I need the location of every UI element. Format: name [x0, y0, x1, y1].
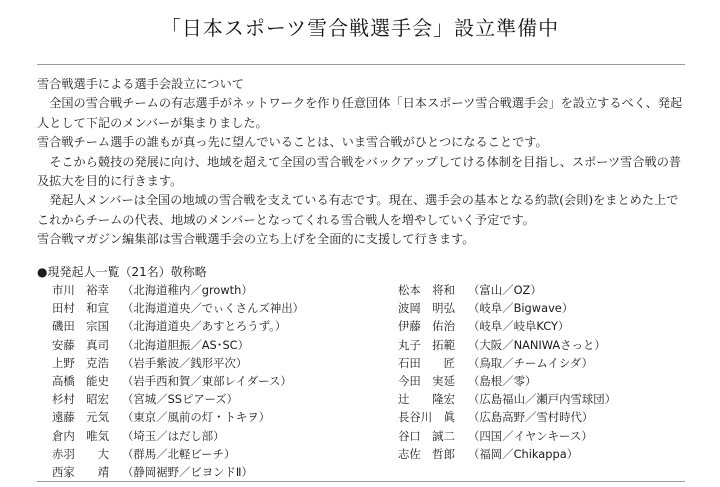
- member-name: 赤羽 大: [52, 446, 109, 461]
- member-affiliation: （大阪／NANIWAさっと）: [468, 337, 606, 352]
- members-heading: ●現発起人一覧（21名）敬称略: [37, 265, 207, 279]
- member-name: 今田 実延: [398, 373, 455, 388]
- member-affiliation: （岐阜／Bigwave）: [468, 301, 574, 316]
- article-paragraph: 発起人メンバーは全国の地域の雪合戦を支えている有志です。現在、選手会の基本となる約款(会則)をまとめた上でこれからチームの代表、地域のメンバーとなってくれる雪合戦人を増やしていく予定です。: [37, 193, 679, 227]
- member-row: [52, 336, 304, 354]
- member-affiliation: （岩手紫波／銭形平次）: [122, 355, 248, 370]
- article-heading: 雪合戦選手による選手会設立について: [37, 77, 244, 91]
- member-name: 安藤 真司: [52, 337, 109, 352]
- article-paragraph: 雪合戦マガジン編集部は雪合戦選手会の立ち上げを全面的に支援して行きます。: [37, 232, 475, 247]
- member-name: 松本 将和: [398, 283, 455, 297]
- member-affiliation: （北海道胆振／AS･SC）: [122, 337, 250, 352]
- member-affiliation: （北海道道央／あすとろうず。）: [122, 319, 287, 334]
- divider-bottom: [37, 481, 685, 482]
- member-row: [398, 408, 616, 426]
- member-name: 長谷川 眞: [398, 410, 455, 425]
- member-name: 倉内 唯気: [52, 428, 109, 443]
- member-row: [398, 336, 616, 354]
- members-list-right: [398, 281, 616, 463]
- member-affiliation: （福岡／Chikappa）: [468, 446, 579, 461]
- member-name: 遠藤 元気: [52, 410, 109, 425]
- member-affiliation: （北海道道央／でぃくさんズ神出）: [122, 301, 305, 316]
- member-affiliation: （北海道稚内／growth）: [122, 283, 253, 297]
- member-affiliation: （鳥取／チームイシダ）: [468, 355, 593, 370]
- member-name: 磯田 宗国: [52, 319, 109, 334]
- member-row: [398, 445, 616, 463]
- member-row: [398, 390, 616, 408]
- member-affiliation: （埼玉／はだし部）: [122, 428, 225, 443]
- member-affiliation: （広島高野／雪村時代）: [468, 410, 594, 425]
- member-name: 田村 和宣: [52, 301, 109, 316]
- divider-top: [37, 64, 685, 65]
- member-affiliation: （四国／イヤンキース）: [468, 428, 593, 443]
- article-body: [37, 75, 687, 250]
- member-row: [52, 427, 304, 445]
- member-affiliation: （静岡裾野／ビヨンドⅡ）: [122, 464, 253, 479]
- member-row: [52, 317, 304, 335]
- page-title: 「日本スポーツ雪合戦選手会」設立準備中: [160, 16, 560, 40]
- member-row: [398, 299, 616, 317]
- article-paragraph: そこから競技の発展に向け、地域を超えて全国の雪合戦をバックアップしてける体制を目指し、スポーツ雪合戦の普及拡大を目的に行きます。: [37, 154, 682, 189]
- member-row: [52, 445, 304, 463]
- member-name: 波岡 明弘: [398, 301, 455, 316]
- member-name: 市川 裕幸: [52, 283, 109, 297]
- article-paragraph: 全国の雪合戦チームの有志選手がネットワークを作り任意団体「日本スポーツ雪合戦選手会」を設立するべく、発起人として下記のメンバーが集まりました。: [37, 96, 683, 130]
- member-name: 杉村 昭宏: [52, 392, 109, 407]
- member-affiliation: （宮城／SSピアーズ）: [122, 392, 239, 407]
- member-affiliation: （岩手西和賀／東部レイダース）: [122, 373, 292, 388]
- member-name: 辻 隆宏: [398, 392, 455, 407]
- member-row: [52, 463, 304, 481]
- member-name: 石田 匠: [398, 355, 455, 370]
- member-row: [52, 299, 304, 317]
- article-paragraph: 雪合戦チーム選手の誰もが真っ先に望んでいることは、いま雪合戦がひとつになることです。: [37, 135, 548, 150]
- member-name: 谷口 誠二: [398, 428, 455, 443]
- member-affiliation: （島根／零）: [468, 373, 537, 388]
- member-name: 志佐 哲郎: [398, 446, 455, 461]
- member-affiliation: （富山／OZ）: [468, 283, 542, 297]
- members-list-left: [52, 281, 304, 481]
- member-name: 丸子 拓範: [398, 337, 455, 352]
- member-affiliation: （群馬／北軽ビーチ）: [122, 446, 236, 461]
- member-row: [52, 281, 304, 299]
- member-row: [398, 372, 616, 390]
- member-row: [398, 354, 616, 372]
- member-name: 西家 靖: [52, 464, 109, 479]
- member-row: [398, 317, 616, 335]
- member-row: [398, 427, 616, 445]
- member-row: [52, 408, 304, 426]
- member-row: [52, 354, 304, 372]
- member-affiliation: （岐阜／岐阜KCY）: [468, 319, 570, 334]
- member-name: 上野 克浩: [52, 355, 109, 370]
- member-affiliation: （広島福山／瀬戸内雪球団）: [468, 392, 617, 407]
- member-row: [52, 390, 304, 408]
- member-name: 高橋 能史: [52, 373, 109, 388]
- member-row: [52, 372, 304, 390]
- member-row: [398, 281, 616, 299]
- member-affiliation: （東京／風前の灯・トキヲ）: [122, 410, 271, 425]
- member-name: 伊藤 佑治: [398, 319, 455, 334]
